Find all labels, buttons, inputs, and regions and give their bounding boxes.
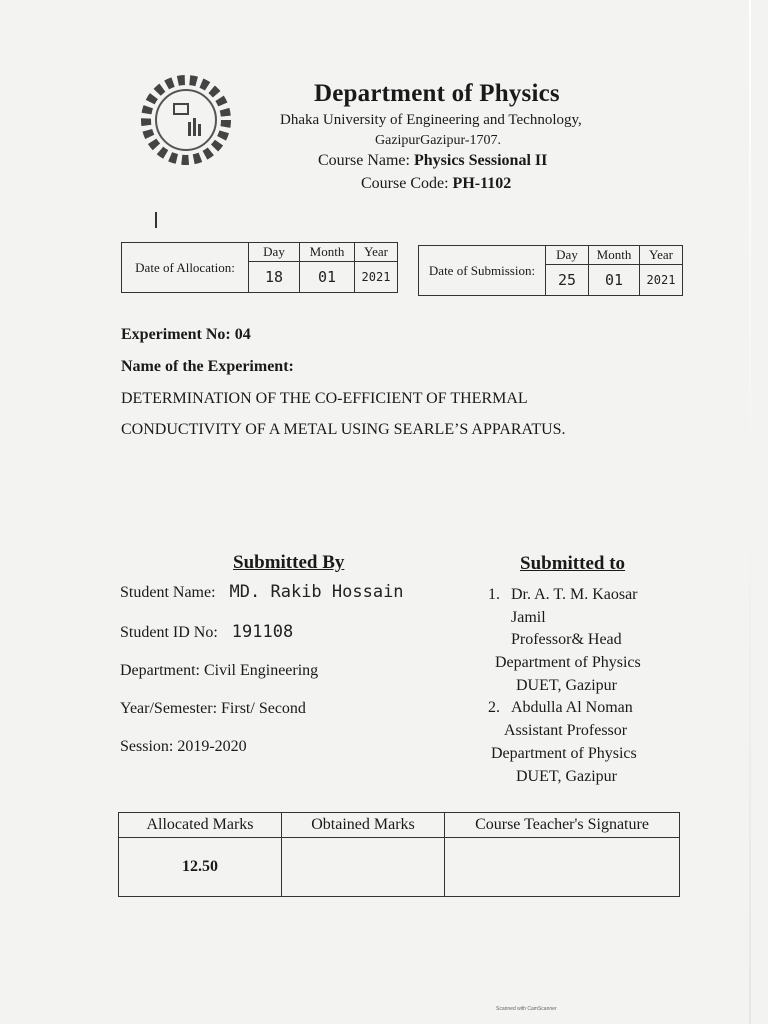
course-code-value: PH-1102 bbox=[452, 175, 512, 192]
university-name: Dhaka University of Engineering and Technology, bbox=[280, 112, 582, 128]
scan-watermark: Scanned with CamScanner bbox=[496, 1006, 557, 1012]
session-row: Session: 2019-2020 bbox=[120, 738, 247, 755]
university-address: GazipurGazipur-1707. bbox=[375, 133, 502, 148]
marks-table bbox=[118, 812, 680, 897]
year-semester-row: Year/Semester: First/ Second bbox=[120, 700, 306, 717]
day-header: Day bbox=[249, 243, 300, 262]
month-header: Month bbox=[300, 243, 355, 262]
course-code-label: Course Code: bbox=[361, 175, 449, 192]
course-name bbox=[318, 152, 547, 170]
teacher-1-institution: DUET, Gazipur bbox=[516, 677, 617, 694]
month-header: Month bbox=[589, 246, 640, 265]
allocation-date-table bbox=[121, 242, 398, 293]
experiment-name-line1: DETERMINATION OF THE CO-EFFICIENT OF THERMAL bbox=[121, 390, 528, 407]
submission-month: 01 bbox=[589, 265, 640, 296]
day-header: Day bbox=[546, 246, 589, 265]
teacher-2-institution: DUET, Gazipur bbox=[516, 768, 617, 785]
student-name-row bbox=[120, 582, 404, 602]
submission-year: 2021 bbox=[640, 265, 683, 296]
student-name-value: MD. Rakib Hossain bbox=[229, 582, 404, 602]
signature-cell bbox=[445, 838, 680, 897]
allocated-marks-value: 12.50 bbox=[119, 838, 282, 897]
teacher-2-department: Department of Physics bbox=[491, 745, 637, 762]
allocation-month: 01 bbox=[300, 262, 355, 293]
pen-mark bbox=[155, 212, 157, 228]
teacher-1-name: Dr. A. T. M. Kaosar bbox=[511, 586, 638, 603]
duet-logo bbox=[140, 74, 232, 166]
student-id-value: 191108 bbox=[231, 622, 294, 642]
teacher-2-number: 2. bbox=[488, 699, 500, 716]
student-name-label: Student Name: bbox=[120, 584, 216, 601]
page-edge bbox=[749, 0, 751, 1024]
submission-date-table bbox=[418, 245, 683, 296]
teacher-1-title: Professor& Head bbox=[511, 631, 622, 648]
department-row: Department: Civil Engineering bbox=[120, 662, 319, 679]
teacher-1-department: Department of Physics bbox=[495, 654, 641, 671]
year-header: Year bbox=[355, 243, 398, 262]
allocation-date-label: Date of Allocation: bbox=[122, 243, 249, 293]
teacher-1-number: 1. bbox=[488, 586, 500, 603]
submitted-to-heading: Submitted to bbox=[520, 553, 626, 574]
obtained-marks-header: Obtained Marks bbox=[282, 813, 445, 838]
submitted-by-heading: Submitted By bbox=[233, 552, 345, 573]
course-name-label: Course Name: bbox=[318, 152, 410, 169]
allocated-marks-header: Allocated Marks bbox=[119, 813, 282, 838]
student-id-label: Student ID No: bbox=[120, 624, 218, 641]
experiment-name-line2: CONDUCTIVITY OF A METAL USING SEARLE’S APPARATUS. bbox=[121, 421, 566, 438]
experiment-name-label: Name of the Experiment: bbox=[121, 358, 294, 375]
allocation-day: 18 bbox=[249, 262, 300, 293]
allocation-year: 2021 bbox=[355, 262, 398, 293]
submission-date-label: Date of Submission: bbox=[419, 246, 546, 296]
course-code bbox=[361, 175, 511, 193]
teacher-2-title: Assistant Professor bbox=[504, 722, 628, 739]
teacher-2-name: Abdulla Al Noman bbox=[511, 699, 633, 716]
teacher-1-name-cont: Jamil bbox=[511, 609, 546, 626]
obtained-marks-cell bbox=[282, 838, 445, 897]
signature-header: Course Teacher's Signature bbox=[445, 813, 680, 838]
submission-day: 25 bbox=[546, 265, 589, 296]
year-header: Year bbox=[640, 246, 683, 265]
course-name-value: Physics Sessional II bbox=[413, 152, 548, 169]
experiment-number: Experiment No: 04 bbox=[121, 326, 251, 343]
department-title: Department of Physics bbox=[314, 80, 560, 107]
student-id-row bbox=[120, 622, 293, 642]
